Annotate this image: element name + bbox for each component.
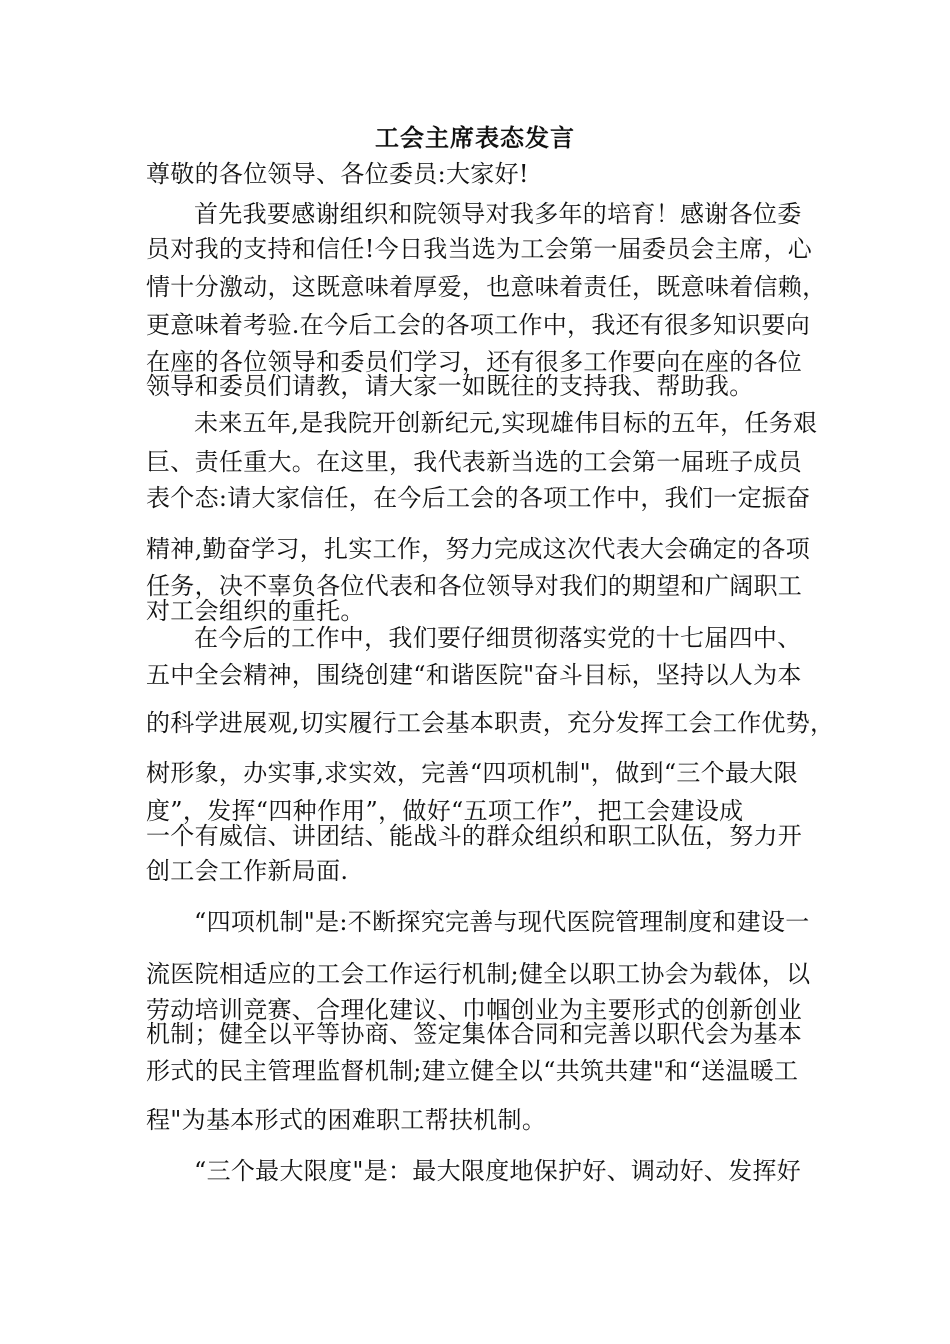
text-line: 的科学进展观,切实履行工会基本职责，充分发挥工会工作优势， bbox=[146, 709, 835, 737]
document-title: 工会主席表态发言 bbox=[375, 123, 575, 152]
text-line: 更意味着考验.在今后工会的各项工作中，我还有很多知识要向 bbox=[146, 311, 811, 339]
text-line: 程"为基本形式的困难职工帮扶机制。 bbox=[146, 1106, 547, 1134]
text-line: 在座的各位领导和委员们学习，还有很多工作要向在座的各位 bbox=[146, 348, 803, 376]
text-line: 度”，发挥“四种作用”，做好“五项工作”，把工会建设成 bbox=[146, 797, 744, 825]
text-line: “四项机制"是:不断探究完善与现代医院管理制度和建设一 bbox=[194, 908, 810, 936]
text-line: “三个最大限度"是：最大限度地保护好、调动好、发挥好 bbox=[194, 1157, 802, 1185]
text-line: 首先我要感谢组织和院领导对我多年的培育！感谢各位委 bbox=[194, 200, 802, 228]
text-line: 表个态:请大家信任，在今后工会的各项工作中，我们一定振奋 bbox=[146, 484, 811, 512]
text-line: 员对我的支持和信任!今日我当选为工会第一届委员会主席，心 bbox=[146, 235, 813, 263]
text-line: 巨、责任重大。在这里，我代表新当选的工会第一届班子成员 bbox=[146, 448, 803, 476]
text-line: 五中全会精神，围绕创建“和谐医院"奋斗目标，坚持以人为本 bbox=[146, 661, 802, 689]
text-line: 劳动培训竞赛、合理化建议、巾帼创业为主要形式的创新创业 bbox=[146, 996, 803, 1024]
text-line: 一个有威信、讲团结、能战斗的群众组织和职工队伍，努力开 bbox=[146, 822, 803, 850]
text-line: 未来五年,是我院开创新纪元,实现雄伟目标的五年，任务艰 bbox=[194, 409, 818, 437]
text-line: 树形象，办实事,求实效，完善“四项机制"，做到“三个最大限 bbox=[146, 759, 798, 787]
text-line: 形式的民主管理监督机制;建立健全以“共筑共建"和“送温暖工 bbox=[146, 1057, 799, 1085]
text-line: 尊敬的各位领导、各位委员:大家好! bbox=[146, 160, 529, 188]
text-line: 对工会组织的重托。 bbox=[146, 597, 365, 625]
text-line: 流医院相适应的工会工作运行机制;健全以职工协会为载体，以 bbox=[146, 960, 811, 988]
text-line: 在今后的工作中，我们要仔细贯彻落实党的十七届四中、 bbox=[194, 624, 802, 652]
text-line: 领导和委员们请教，请大家一如既往的支持我、帮助我。 bbox=[146, 372, 754, 400]
text-line: 任务，决不辜负各位代表和各位领导对我们的期望和广阔职工 bbox=[146, 572, 803, 600]
text-line: 精神,勤奋学习，扎实工作，努力完成这次代表大会确定的各项 bbox=[146, 535, 811, 563]
text-line: 机制；健全以平等协商、签定集体合同和完善以职代会为基本 bbox=[146, 1020, 803, 1048]
text-line: 情十分激动，这既意味着厚爱，也意味着责任，既意味着信赖， bbox=[146, 273, 827, 301]
text-line: 创工会工作新局面. bbox=[146, 857, 349, 885]
